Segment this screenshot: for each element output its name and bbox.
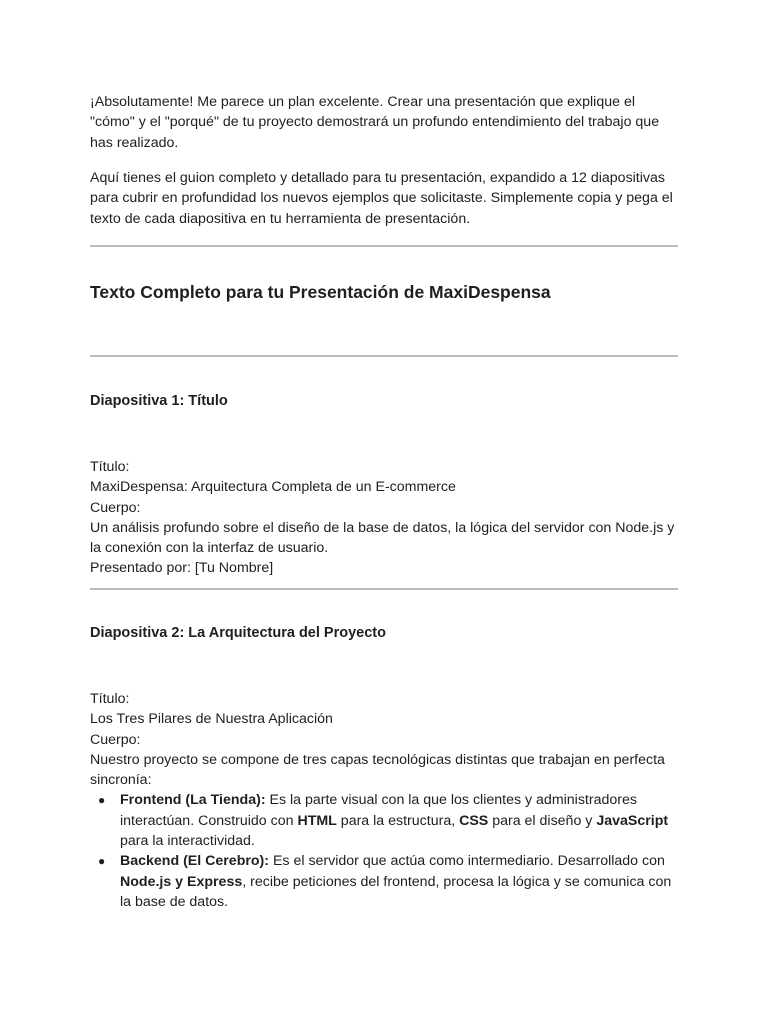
bullet-bold-term: HTML xyxy=(297,812,337,829)
bullet-text: para la estructura, xyxy=(336,812,460,829)
slide-2-title-text: Los Tres Pilares de Nuestra Aplicación xyxy=(90,711,333,728)
slide-2-content xyxy=(90,689,680,912)
list-item xyxy=(90,790,680,851)
slide-1-body-label: Cuerpo: xyxy=(90,499,141,516)
slide-2-body-label: Cuerpo: xyxy=(90,731,141,748)
horizontal-divider xyxy=(90,245,678,247)
slide-1-content xyxy=(90,457,680,579)
slide-1-title-label: Título: xyxy=(90,459,130,475)
bullet-bold-term: Node.js y Express xyxy=(120,873,243,890)
bullet-icon: ● xyxy=(98,793,106,808)
bullet-text: Es la parte visual con la que los clientes y administradores interactúan. Construido con xyxy=(120,792,637,829)
bullet-bold-term: JavaScript xyxy=(596,812,669,829)
bullet-label: Backend (El Cerebro): xyxy=(120,853,270,870)
bullet-text: para el diseño y xyxy=(488,812,597,829)
bullet-text: para la interactividad. xyxy=(120,833,255,850)
bullet-label: Frontend (La Tienda): xyxy=(120,792,266,809)
slide-1-body-text: Un análisis profundo sobre el diseño de la base de datos, la lógica del servidor con Node.js y la conexión con la interfaz de usuario. xyxy=(90,519,675,557)
horizontal-divider xyxy=(90,588,678,590)
intro-paragraph-1: ¡Absolutamente! Me parece un plan excelente. Crear una presentación que explique el "cómo" y el "porqué" de tu proyecto demostrará un profundo entendimiento del trabajo que has realizado. xyxy=(90,94,660,151)
slide-1-title-text: MaxiDespensa: Arquitectura Completa de un E-commerce xyxy=(90,479,456,496)
bullet-bold-term: CSS xyxy=(459,812,489,829)
slide-2-body-text: Nuestro proyecto se compone de tres capas tecnológicas distintas que trabajan en perfecta sincronía: xyxy=(90,751,665,789)
slide-2-title-label: Título: xyxy=(90,691,130,707)
slide-1-heading: Diapositiva 1: Título xyxy=(90,393,228,409)
slide-2-bullet-list xyxy=(90,790,680,912)
document-title: Texto Completo para tu Presentación de MaxiDespensa xyxy=(90,282,551,302)
intro-paragraph-2: Aquí tienes el guion completo y detallado para tu presentación, expandido a 12 diapositivas para cubrir en profundidad los nuevos ejemplos que solicitaste. Simplemente copia y pega el texto de cada diapositiva en tu herramienta de presentación. xyxy=(90,170,673,227)
slide-1-presenter: Presentado por: [Tu Nombre] xyxy=(90,560,274,577)
horizontal-divider xyxy=(90,355,678,357)
bullet-text: , recibe peticiones del frontend, procesa la lógica y se comunica con la base de datos. xyxy=(120,873,672,910)
list-item xyxy=(90,851,680,912)
slide-2-heading: Diapositiva 2: La Arquitectura del Proyecto xyxy=(90,625,386,641)
bullet-text: Es el servidor que actúa como intermediario. Desarrollado con xyxy=(269,853,665,870)
bullet-icon: ● xyxy=(98,854,106,869)
